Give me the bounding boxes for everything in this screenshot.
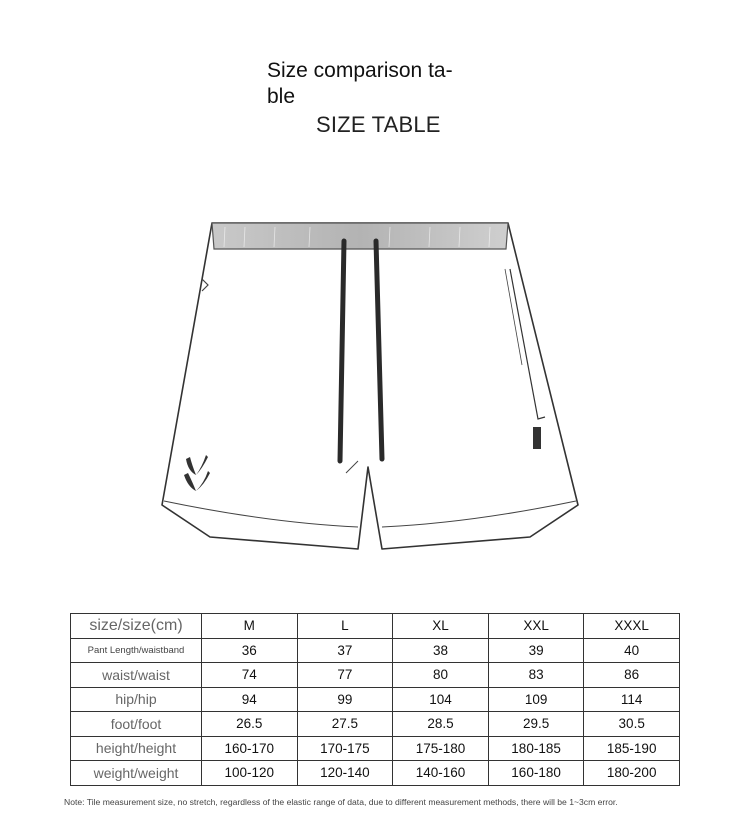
table-cell: 36 — [202, 638, 298, 663]
table-cell: 99 — [297, 687, 393, 712]
table-cell: 109 — [488, 687, 584, 712]
table-row — [71, 687, 680, 712]
table-cell: 104 — [393, 687, 489, 712]
column-header: M — [202, 614, 298, 639]
row-label: hip/hip — [71, 687, 202, 712]
row-label: Pant Length/waistband — [71, 638, 202, 663]
table-row — [71, 761, 680, 786]
table-cell: 74 — [202, 663, 298, 688]
table-cell: 80 — [393, 663, 489, 688]
size-table — [70, 613, 680, 786]
table-cell: 77 — [297, 663, 393, 688]
table-row — [71, 663, 680, 688]
table-cell: 37 — [297, 638, 393, 663]
table-cell: 180-185 — [488, 736, 584, 761]
table-cell: 40 — [584, 638, 680, 663]
shorts-outline — [162, 223, 578, 549]
waistband — [212, 223, 508, 249]
table-cell: 114 — [584, 687, 680, 712]
table-cell: 180-200 — [584, 761, 680, 786]
table-cell: 39 — [488, 638, 584, 663]
table-cell: 28.5 — [393, 712, 489, 737]
table-cell: 27.5 — [297, 712, 393, 737]
footnote: Note: Tile measurement size, no stretch, regardless of the elastic range of data, due to different measurement methods, there will be 1~3cm error. — [64, 797, 618, 807]
page-title — [267, 58, 477, 110]
table-cell: 140-160 — [393, 761, 489, 786]
row-label: foot/foot — [71, 712, 202, 737]
column-header: XL — [393, 614, 489, 639]
table-cell: 185-190 — [584, 736, 680, 761]
table-cell: 83 — [488, 663, 584, 688]
table-cell: 175-180 — [393, 736, 489, 761]
table-cell: 29.5 — [488, 712, 584, 737]
table-cell: 38 — [393, 638, 489, 663]
title-line-1: Size comparison ta- — [267, 59, 453, 82]
shorts-illustration — [150, 205, 590, 565]
table-row — [71, 638, 680, 663]
table-cell: 160-170 — [202, 736, 298, 761]
side-label-icon — [533, 427, 541, 449]
table-cell: 160-180 — [488, 761, 584, 786]
table-header-row — [71, 614, 680, 639]
table-cell: 120-140 — [297, 761, 393, 786]
table-cell: 30.5 — [584, 712, 680, 737]
table-cell: 26.5 — [202, 712, 298, 737]
column-header: size/size(cm) — [71, 614, 202, 639]
page-subtitle: SIZE TABLE — [316, 112, 441, 137]
row-label: height/height — [71, 736, 202, 761]
table-row — [71, 736, 680, 761]
row-label: weight/weight — [71, 761, 202, 786]
table-cell: 170-175 — [297, 736, 393, 761]
table-row — [71, 712, 680, 737]
table-cell: 100-120 — [202, 761, 298, 786]
row-label: waist/waist — [71, 663, 202, 688]
title-line-2: ble — [267, 85, 296, 108]
column-header: XXL — [488, 614, 584, 639]
column-header: L — [297, 614, 393, 639]
table-cell: 86 — [584, 663, 680, 688]
column-header: XXXL — [584, 614, 680, 639]
table-cell: 94 — [202, 687, 298, 712]
